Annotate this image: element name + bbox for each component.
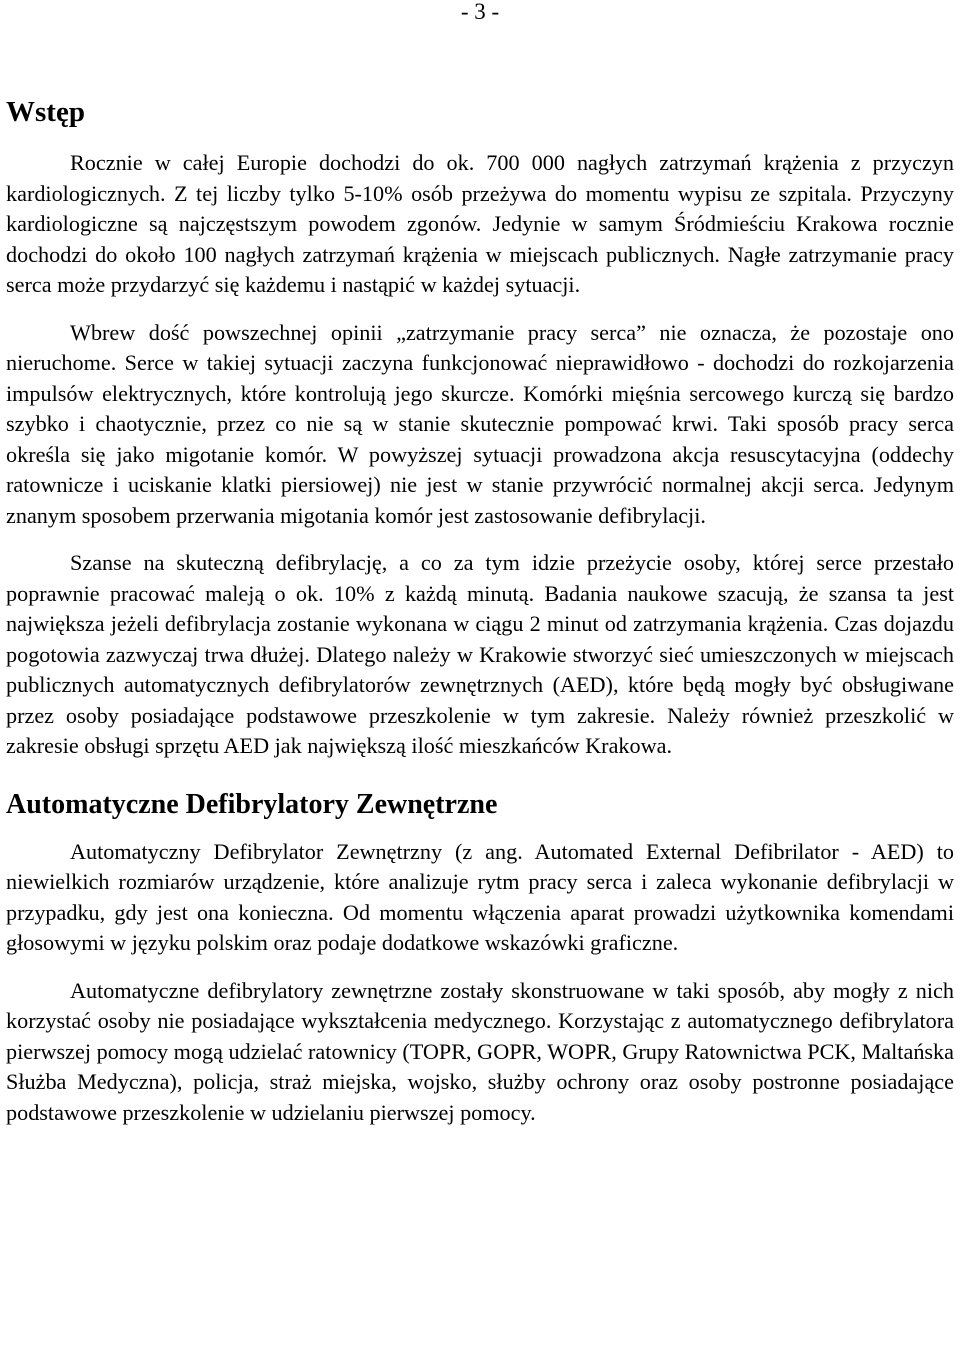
section-intro: [6, 92, 954, 762]
paragraph: Rocznie w całej Europie dochodzi do ok. 700 000 nagłych zatrzymań krążenia z przyczyn kardiologicznych. Z tej liczby tylko 5-10% osób przeżywa do momentu wypisu ze szpitala. Przyczyny kardiologiczne są najczęstszym powodem zgonów. Jedynie w samym Śródmieściu Krakowa rocznie dochodzi do około 100 nagłych zatrzymań krążenia w miejscach publicznych. Nagłe zatrzymanie pracy serca może przydarzyć się każdemu i nastąpić w każdej sytuacji.: [6, 150, 954, 297]
section-aed: [6, 785, 954, 1129]
paragraph: Automatyczny Defibrylator Zewnętrzny (z ang. Automated External Defibrilator - AED) to niewielkich rozmiarów urządzenie, które analizuje rytm pracy serca i zaleca wykonanie defibrylacji w przypadku, gdy jest ona konieczna. Od momentu włączenia aparat prowadzi użytkownika komendami głosowymi w języku polskim oraz podaje dodatkowe wskazówki graficzne.: [6, 838, 954, 955]
section-heading: Automatyczne Defibrylatory Zewnętrzne: [6, 788, 498, 820]
section-heading: Wstęp: [6, 96, 85, 128]
paragraph: Automatyczne defibrylatory zewnętrzne zostały skonstruowane w taki sposób, aby mogły z nich korzystać osoby nie posiadające wykształcenia medycznego. Korzystając z automatycznego defibrylatora pierwszej pomocy mogą udzielać ratownicy (TOPR, GOPR, WOPR, Grupy Ratownictwa PCK, Maltańska Służba Medyczna), policja, straż miejska, wojsko, służby ochrony oraz osoby postronne posiadające podstawowe przeszkolenie w udzielaniu pierwszej pomocy.: [6, 977, 954, 1125]
paragraph: Szanse na skuteczną defibrylację, a co za tym idzie przeżycie osoby, której serce przestało poprawnie pracować maleją o ok. 10% z każdą minutą. Badania naukowe szacują, że szansa ta jest największa jeżeli defibrylacja zostanie wykonana w ciągu 2 minut od zatrzymania krążenia. Czas dojazdu pogotowia zazwyczaj trwa dłużej. Dlatego należy w Krakowie stworzyć sieć umieszczonych w miejscach publicznych automatycznych defibrylatorów zewnętrznych (AED), które będą mogły być obsługiwane przez osoby posiadające podstawowe przeszkolenie w tym zakresie. Należy również przeszkolić w zakresie obsługi sprzętu AED jak największą ilość mieszkańców Krakowa.: [6, 550, 954, 758]
document-body: [6, 92, 954, 1145]
page-number: - 3 -: [460, 0, 500, 24]
paragraph: Wbrew dość powszechnej opinii „zatrzymanie pracy serca” nie oznacza, że pozostaje ono nieruchome. Serce w takiej sytuacji zaczyna funkcjonować nieprawidłowo - dochodzi do rozkojarzenia impulsów elektrycznych, które kontrolują jego skurcze. Komórki mięśnia sercowego kurczą się bardzo szybko i chaotycznie, przez co nie są w stanie skutecznie pompować krwi. Taki sposób pracy serca określa się jako migotanie komór. W powyższej sytuacji prowadzona akcja resuscytacyjna (oddechy ratownicze i uciskanie klatki piersiowej) nie jest w stanie przywrócić normalnej akcji serca. Jedynym znanym sposobem przerwania migotania komór jest zastosowanie defibrylacji.: [6, 319, 954, 528]
